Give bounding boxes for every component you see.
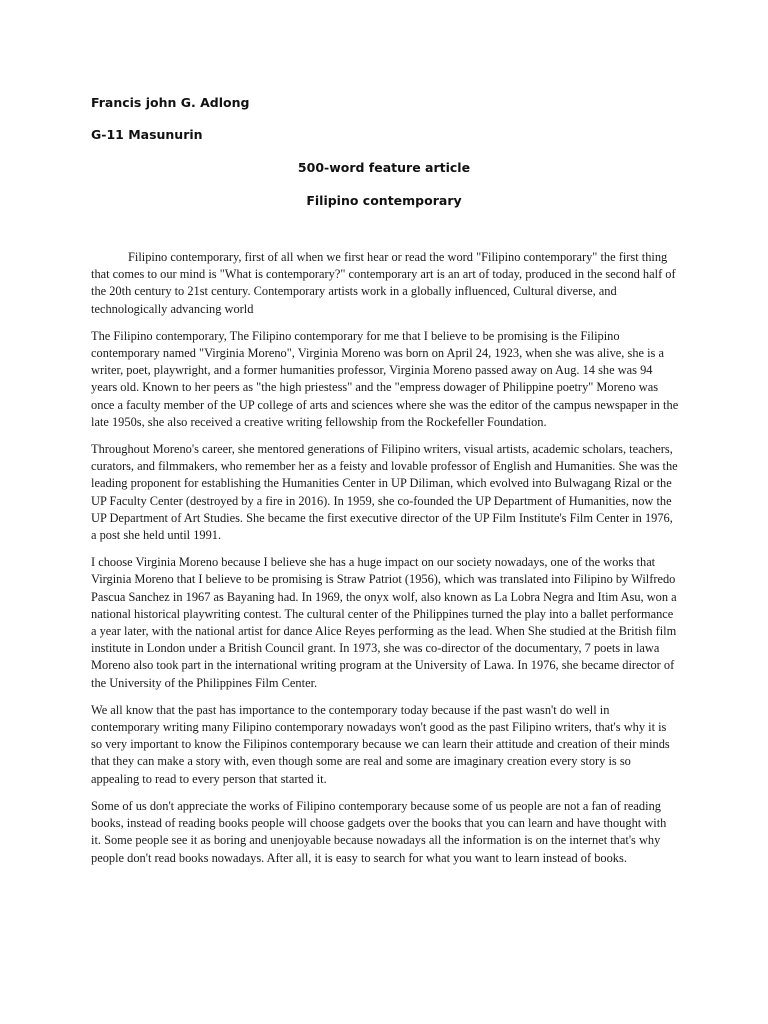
article-title: Filipino contemporary	[306, 193, 462, 208]
author-name: Francis john G. Adlong	[91, 95, 250, 110]
paragraph-importance: We all know that the past has importance to the contemporary today because if the past wasn't do well in contemporary writing many Filipino contemporary nowadays won't good as the past Filipino writers, that's why it is so very important to know the Filipinos contemporary because we can learn their attitude and creation of their minds that they can make a story with, even though some are real and some are imaginary creation every story is so appealing to read to every person that started it.	[91, 702, 670, 786]
paragraph-appreciation: Some of us don't appreciate the works of Filipino contemporary because some of us people are not a fan of reading books, instead of reading books people will choose gadgets over the books that you can learn and have thought with it. Some people see it as boring and unenjoyable because nowadays all the information is on the internet that's why people don't read books nowadays. After all, it is easy to search for what you want to learn instead of books.	[91, 798, 667, 865]
article-body	[91, 249, 679, 877]
paragraph-intro: Filipino contemporary, first of all when we first hear or read the word "Filipino contemporary" the first thing that comes to our mind is "What is contemporary?" contemporary art is an art of today, produced in the second half of the 20th century to 21st century. Contemporary artists work in a globally influenced, Cultural diverse, and technologically advancing world	[91, 250, 676, 316]
paragraph-works: I choose Virginia Moreno because I believe she has a huge impact on our society nowadays, one of the works that Virginia Moreno that I believe to be promising is Straw Patriot (1956), which was translated into Filipino by Wilfredo Pascua Sanchez in 1967 as Bayaning had. In 1969, the onyx wolf, also known as La Lobra Negra and Itim Asu, won a national historical playwriting contest. The cultural center of the Philippines turned the play into a ballet performance a year later, with the national artist for dance Alice Reyes performing as the lead. When She studied at the British film institute in London under a British Council grant. In 1973, she was co-director of the documentary, 7 poets in lawa Moreno also took part in the international writing program at the University of Lawa. In 1976, she became director of the University of the Philippines Film Center.	[91, 555, 677, 690]
paragraph-career: Throughout Moreno's career, she mentored generations of Filipino writers, visual artists, academic scholars, teachers, curators, and filmmakers, who remember her as a feisty and lovable professor of English and Humanities. She was the leading proponent for establishing the Humanities Center in UP Diliman, which evolved into Bulwagang Rizal or the UP Faculty Center (destroyed by a fire in 2016). In 1959, she co-founded the UP Department of Humanities, now the UP Department of Art Studies. She became the first executive director of the UP Film Institute's Film Center in 1976, a post she held until 1991.	[91, 442, 678, 543]
class-section: G-11 Masunurin	[91, 127, 203, 142]
paragraph-virginia-moreno-bio: The Filipino contemporary, The Filipino contemporary for me that I believe to be promising is the Filipino contemporary named "Virginia Moreno", Virginia Moreno was born on April 24, 1923, when she was alive, she is a writer, poet, playwright, and a former humanities professor, Virginia Moreno passed away on Aug. 14 she was 94 years old. Known to her peers as "the high priestess" and the "empress dowager of Philippine poetry" Moreno was once a faculty member of the UP college of arts and sciences where she was the editor of the campus newspaper in the late 1950s, she also received a creative writing fellowship from the Rockefeller Foundation.	[91, 328, 679, 429]
article-type-heading: 500-word feature article	[297, 160, 471, 175]
